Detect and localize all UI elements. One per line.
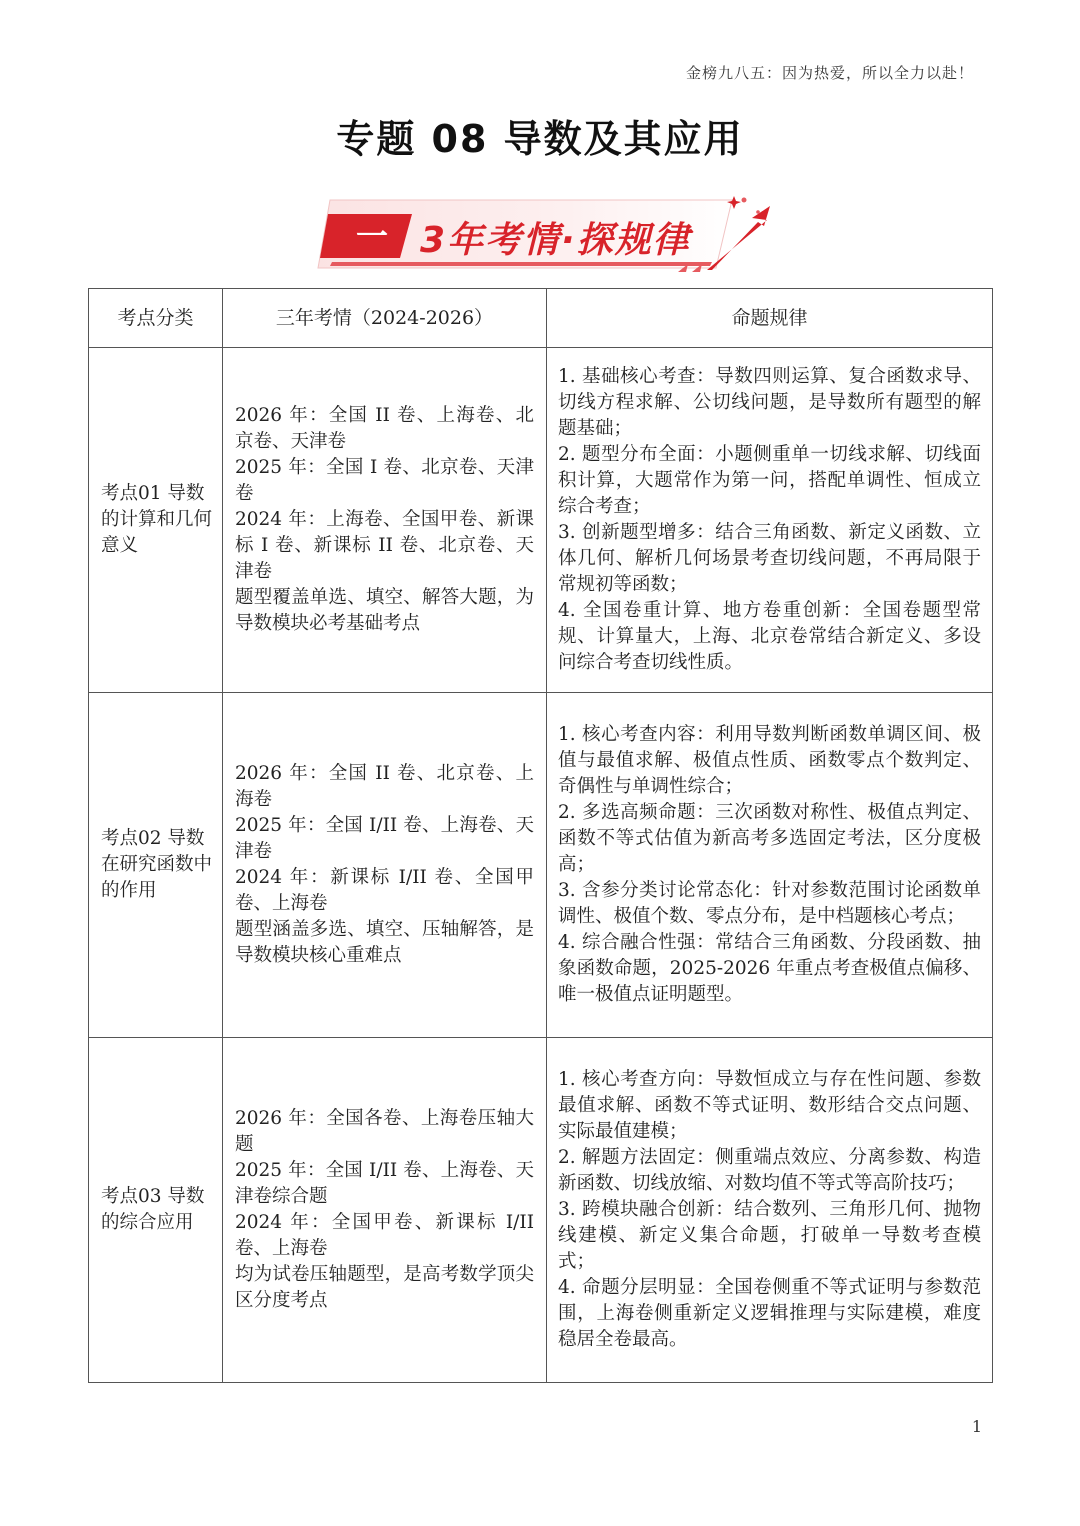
years-line: 2026 年：全国 II 卷、北京卷、上海卷 [235,763,534,810]
banner-number: 一 [355,217,388,255]
rule-item: 3. 创新题型增多：结合三角函数、新定义函数、立体几何、解析几何场景考查切线问题，不再局限于常规初等函数； [558,522,981,595]
years-cell [223,348,547,693]
header-category: 考点分类 [89,289,223,348]
table-row [89,348,993,693]
years-line: 均为试卷压轴题型，是高考数学顶尖区分度考点 [235,1264,534,1311]
rule-item: 3. 跨模块融合创新：结合数列、三角形几何、抛物线建模、新定义集合命题，打破单一导数考查模式； [558,1199,981,1272]
years-line: 2024 年：新课标 I/II 卷、全国甲卷、上海卷 [235,867,534,914]
years-line: 2025 年：全国 I 卷、北京卷、天津卷 [235,457,534,504]
header-rules: 命题规律 [547,289,993,348]
banner-text: 3年考情·探规律 [420,220,691,261]
rule-item: 2. 多选高频命题：三次函数对称性、极值点判定、函数不等式估值为新高考多选固定考法，区分度极高； [558,802,981,875]
years-cell [223,693,547,1038]
table-header-row [89,289,993,348]
table-row [89,1038,993,1383]
header-slogan: 金榜九八五：因为热爱，所以全力以赴！ [685,64,974,82]
page-title: 专题 08 导数及其应用 [336,117,744,161]
years-line: 2025 年：全国 I/II 卷、上海卷、天津卷 [235,815,534,862]
rules-cell [547,693,993,1038]
table-row [89,693,993,1038]
rule-item: 1. 基础核心考查：导数四则运算、复合函数求导、切线方程求解、公切线问题，是导数所有题型的解题基础； [558,366,981,439]
years-line: 题型涵盖多选、填空、压轴解答，是导数模块核心重难点 [235,919,534,966]
years-cell [223,1038,547,1383]
years-line: 2026 年：全国 II 卷、上海卷、北京卷、天津卷 [235,405,534,452]
rules-cell [547,1038,993,1383]
page-number: 1 [971,1417,982,1436]
header-years: 三年考情（2024-2026） [223,289,547,348]
years-line: 2024 年：全国甲卷、新课标 I/II 卷、上海卷 [235,1212,534,1259]
section-banner [312,192,772,276]
rule-item: 4. 综合融合性强：常结合三角函数、分段函数、抽象函数命题，2025-2026 年重点考查极值点偏移、唯一极值点证明题型。 [558,932,981,1005]
years-line: 2024 年：上海卷、全国甲卷、新课标 I 卷、新课标 II 卷、北京卷、天津卷 [235,509,534,582]
years-line: 2026 年：全国各卷、上海卷压轴大题 [235,1108,534,1155]
rule-item: 3. 含参分类讨论常态化：针对参数范围讨论函数单调性、极值个数、零点分布，是中档题核心考点； [558,880,981,927]
exam-analysis-table [88,288,993,1383]
category-cell: 考点02 导数在研究函数中的作用 [89,693,223,1038]
rule-item: 4. 命题分层明显：全国卷侧重不等式证明与参数范围，上海卷侧重新定义逻辑推理与实际建模，难度稳居全卷最高。 [558,1277,981,1350]
years-line: 2025 年：全国 I/II 卷、上海卷、天津卷综合题 [235,1160,534,1207]
category-cell: 考点01 导数的计算和几何意义 [89,348,223,693]
rule-item: 4. 全国卷重计算、地方卷重创新：全国卷题型常规、计算量大，上海、北京卷常结合新定义、多设问综合考查切线性质。 [558,600,981,673]
rule-item: 1. 核心考查内容：利用导数判断函数单调区间、极值与最值求解、极值点性质、函数零点个数判定、奇偶性与单调性综合； [558,724,981,797]
years-line: 题型覆盖单选、填空、解答大题，为导数模块必考基础考点 [235,587,534,634]
rule-item: 2. 题型分布全面：小题侧重单一切线求解、切线面积计算，大题常作为第一问，搭配单调性、恒成立综合考查； [558,444,981,517]
rule-item: 1. 核心考查方向：导数恒成立与存在性问题、参数最值求解、函数不等式证明、数形结合交点问题、实际最值建模； [558,1069,981,1142]
rule-item: 2. 解题方法固定：侧重端点效应、分离参数、构造新函数、切线放缩、对数均值不等式等高阶技巧； [558,1147,981,1194]
rules-cell [547,348,993,693]
category-cell: 考点03 导数的综合应用 [89,1038,223,1383]
